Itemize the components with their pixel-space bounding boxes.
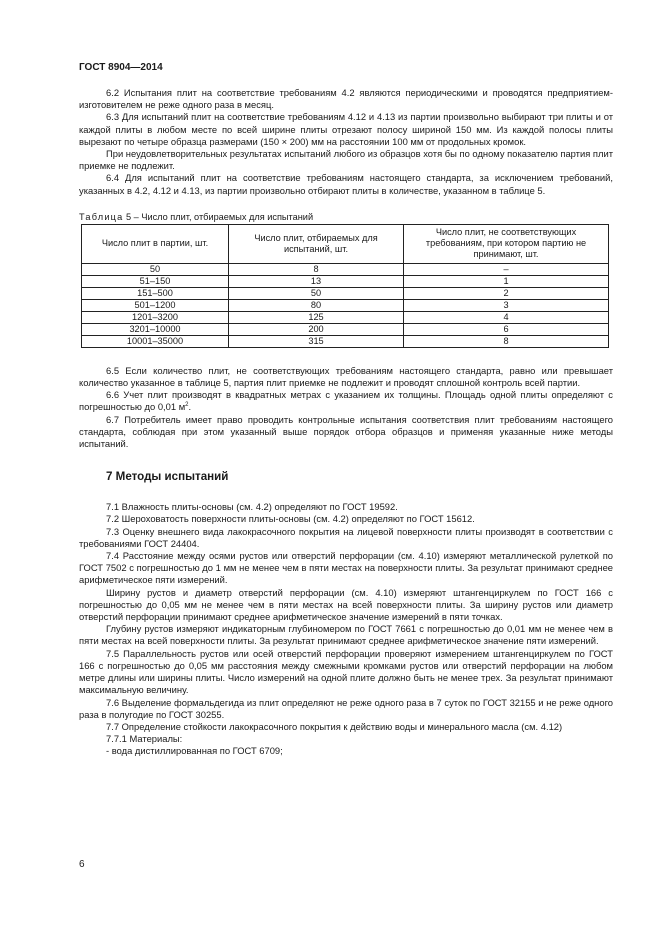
list-item: - вода дистиллированная по ГОСТ 6709; bbox=[106, 745, 283, 757]
table-cell: 4 bbox=[404, 311, 609, 323]
document-header: ГОСТ 8904—2014 bbox=[79, 62, 163, 73]
table-cell: 151–500 bbox=[82, 287, 229, 299]
table-cell: 315 bbox=[229, 335, 404, 347]
table-cell: 8 bbox=[229, 263, 404, 275]
paragraph-6-3: 6.3 Для испытаний плит на соответствие требованиям 4.12 и 4.13 из партии произвольно выбирают три плиты и от каждой плиты в любом месте по всей ширине плиты отрезают полосу шириной 150 мм. Из каждой полосы плиты вырезают по четыре образца размерами (150 × 200) мм на расстоянии 100 мм от продольных кромок. bbox=[79, 111, 613, 147]
sampling-table bbox=[81, 224, 609, 348]
paragraph-7-4-width: Ширину рустов и диаметр отверстий перфорации (см. 4.10) измеряют штангенциркулем по ГОСТ 166 с погрешностью до 0,05 мм не менее чем в пяти местах на всей поверхности плиты. За ширину рустов или диаметр отверстий перфорации принимают среднее арифметическое значение измерений в пяти точках. bbox=[79, 586, 613, 623]
table-cell: 6 bbox=[404, 323, 609, 335]
paragraph-7-6: 7.6 Выделение формальдегида из плит определяют не реже одного раза в 7 суток по ГОСТ 32155 и не реже одного раза в полугодие по ГОСТ 30255. bbox=[79, 696, 613, 720]
table-row bbox=[82, 311, 609, 323]
paragraph-7-3: 7.3 Оценку внешнего вида лакокрасочного покрытия на лицевой поверхности плиты производят в соответствии с требованиями ГОСТ 24404. bbox=[79, 525, 613, 549]
paragraph-7-4: 7.4 Расстояние между осями рустов или отверстий перфорации (см. 4.10) измеряют металлической рулеткой по ГОСТ 7502 с погрешностью до 1 мм не менее чем в пяти местах на поверхности плиты. За результат принимают среднее арифметическое пяти измерений. bbox=[79, 550, 613, 586]
paragraph-6-6 bbox=[79, 389, 613, 413]
paragraph-7-7-1: 7.7.1 Материалы: bbox=[106, 733, 183, 745]
table-caption-text: 5 – Число плит, отбираемых для испытаний bbox=[126, 211, 314, 222]
section-title: 7 Методы испытаний bbox=[106, 470, 229, 484]
paragraph-6-4: 6.4 Для испытаний плит на соответствие требованиям настоящего стандарта, за исключением требований, указанных в 4.2, 4.12 и 4.13, из партии произвольно отбирают плиты в количестве, указанном в таблице 5. bbox=[79, 172, 613, 196]
table-row bbox=[82, 335, 609, 347]
table-row bbox=[82, 263, 609, 275]
table-cell: 3201–10000 bbox=[82, 323, 229, 335]
table-cell: – bbox=[404, 263, 609, 275]
table-cell: 125 bbox=[229, 311, 404, 323]
square-superscript: 2 bbox=[185, 402, 189, 409]
paragraph-7-1: 7.1 Влажность плиты-основы (см. 4.2) определяют по ГОСТ 19592. bbox=[106, 501, 398, 513]
column-header-sample-size: Число плит, отбираемых для испытаний, шт. bbox=[229, 224, 404, 263]
table-row bbox=[82, 323, 609, 335]
table-cell: 50 bbox=[229, 287, 404, 299]
paragraph-6-7: 6.7 Потребитель имеет право проводить контрольные испытания соответствия плит требованиям настоящего стандарта, соблюдая при этом указанный выше порядок отбора образцов и применяя указанные ниже методы испытаний. bbox=[79, 413, 613, 450]
table-cell: 2 bbox=[404, 287, 609, 299]
paragraph-6-2: 6.2 Испытания плит на соответствие требованиям 4.2 являются периодическими и проводятся предприятием-изготовителем не реже одного раза в месяц. bbox=[79, 87, 613, 111]
column-header-rejection-number: Число плит, не соответствующих требованиям, при котором партию не принимают, шт. bbox=[404, 224, 609, 263]
paragraph-6-5: 6.5 Если количество плит, не соответствующих требованиям настоящего стандарта, равно или превышает количество указанное в таблице 5, партия плит приемке не подлежит и проводят сплошной контроль всей партии. bbox=[79, 364, 613, 389]
table-cell: 200 bbox=[229, 323, 404, 335]
table-cell: 51–150 bbox=[82, 275, 229, 287]
table-cell: 3 bbox=[404, 299, 609, 311]
paragraph-6-6-end: . bbox=[188, 401, 192, 413]
paragraphs-after-table bbox=[79, 365, 613, 450]
paragraph-7-7: 7.7 Определение стойкости лакокрасочного покрытия к действию воды и минерального масла (см. 4.12) bbox=[106, 720, 563, 732]
table-cell: 80 bbox=[229, 299, 404, 311]
paragraph-7-4-depth: Глубину рустов измеряют индикаторным глубиномером по ГОСТ 7661 с погрешностью до 0,01 мм не менее чем в пяти местах на всей поверхности плиты. За результат принимают среднее арифметическое значение пяти измерений. bbox=[79, 623, 613, 647]
page-number: 6 bbox=[79, 859, 85, 870]
paragraph-7-5: 7.5 Параллельность рустов или осей отверстий перфорации проверяют измерением штангенциркулем по ГОСТ 166 с погрешностью до 0,05 мм расстояния между смежными кромками рустов или отверстий перфорации на любом метре длины или ширины плиты. Число измерений на одной плите должно быть не менее трех. За результат принимают максимальную величину. bbox=[79, 647, 613, 696]
table-row bbox=[82, 275, 609, 287]
table-cell: 8 bbox=[404, 335, 609, 347]
table-cell: 13 bbox=[229, 275, 404, 287]
table-cell: 50 bbox=[82, 263, 229, 275]
table-row bbox=[82, 299, 609, 311]
table-header-row bbox=[82, 224, 609, 263]
table-row bbox=[82, 287, 609, 299]
table-caption-label: Таблица bbox=[79, 211, 124, 222]
paragraph-7-2: 7.2 Шероховатость поверхности плиты-основы (см. 4.2) определяют по ГОСТ 15612. bbox=[106, 513, 475, 525]
page-content bbox=[79, 87, 613, 758]
table-cell: 501–1200 bbox=[82, 299, 229, 311]
paragraph-6-6-text: 6.6 Учет плит производят в квадратных метрах с указанием их толщины. Площадь одной плиты определяют с погрешностью до 0,01 м bbox=[79, 389, 613, 413]
table-caption bbox=[79, 212, 613, 223]
column-header-lot-size: Число плит в партии, шт. bbox=[82, 224, 229, 263]
table-cell: 10001–35000 bbox=[82, 335, 229, 347]
table-cell: 1201–3200 bbox=[82, 311, 229, 323]
table-cell: 1 bbox=[404, 275, 609, 287]
paragraph-6-3-note: При неудовлетворительных результатах испытаний любого из образцов хотя бы по одному показателю партия плит приемке не подлежит. bbox=[79, 148, 613, 172]
